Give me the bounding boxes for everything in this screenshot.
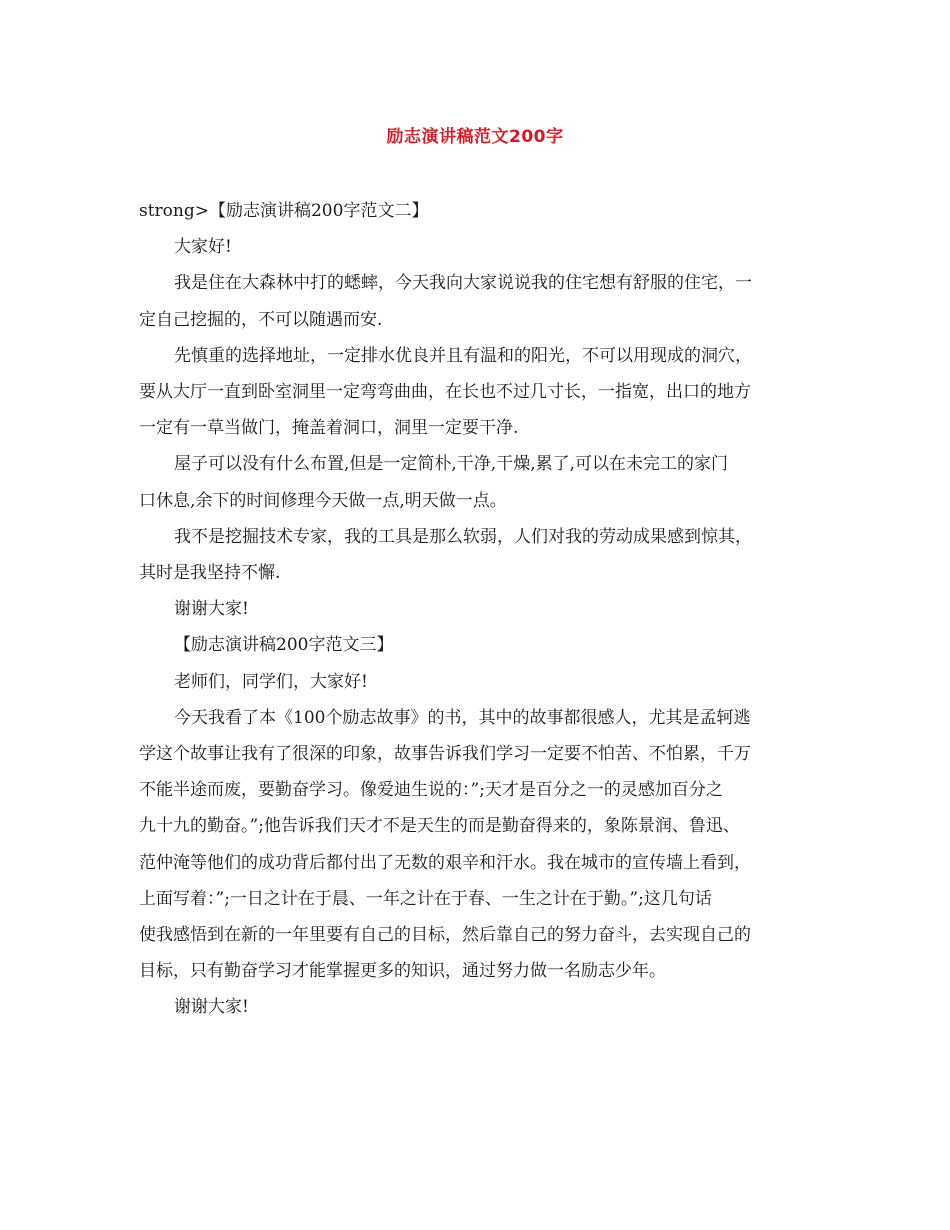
body-line: 范仲淹等他们的成功背后都付出了无数的艰辛和汗水。我在城市的宣传墙上看到， (139, 852, 751, 873)
body-line: strong>【励志演讲稿200字范文二】 (139, 201, 429, 221)
body-line: 我不是挖掘技术专家，我的工具是那么软弱，人们对我的劳动成果感到惊其， (174, 526, 752, 547)
body-line: 一定有一草当做门，掩盖着洞口，洞里一定要干净. (139, 418, 519, 439)
document-body (139, 193, 819, 1026)
body-line: 【励志演讲稿200字范文三】 (174, 635, 394, 656)
body-line: 学这个故事让我有了很深的印象，故事告诉我们学习一定要不怕苦、不怕累，千万 (139, 744, 751, 765)
body-line: 老师们，同学们，大家好! (174, 671, 368, 692)
body-line: 其时是我坚持不懈. (139, 563, 281, 584)
document-title: 励志演讲稿范文200字 (386, 127, 564, 147)
body-line: 口休息,余下的时间修理今天做一点,明天做一点。 (139, 490, 507, 511)
body-line: 九十九的勤奋。”;他告诉我们天才不是天生的而是勤奋得来的，象陈景润、鲁迅、 (139, 816, 740, 837)
body-line: 定自己挖掘的，不可以随遇而安. (139, 309, 383, 330)
body-line: 我是住在大森林中打的蟋蟀，今天我向大家说说我的住宅想有舒服的住宅，一 (174, 273, 752, 294)
body-line: 谢谢大家! (174, 997, 249, 1018)
body-line: 不能半途而废，要勤奋学习。像爱迪生说的：”;天才是百分之一的灵感加百分之 (139, 780, 723, 801)
body-line: 使我感悟到在新的一年里要有自己的目标，然后靠自己的努力奋斗，去实现自己的 (139, 925, 751, 946)
body-line: 上面写着：”;一日之计在于晨、一年之计在于春、一生之计在于勤。”;这几句话 (139, 888, 712, 909)
body-line: 谢谢大家! (174, 599, 249, 620)
body-line: 先慎重的选择地址，一定排水优良并且有温和的阳光，不可以用现成的洞穴， (174, 345, 752, 366)
body-line: 大家好! (174, 237, 232, 258)
body-line: 要从大厅一直到卧室洞里一定弯弯曲曲，在长也不过几寸长，一指宽，出口的地方 (139, 382, 751, 403)
body-line: 屋子可以没有什么布置,但是一定简朴,干净,干燥,累了,可以在未完工的家门 (174, 454, 729, 475)
body-line: 目标，只有勤奋学习才能掌握更多的知识，通过努力做一名励志少年。 (139, 961, 666, 982)
body-line: 今天我看了本《100个励志故事》的书，其中的故事都很感人，尤其是孟轲逃 (174, 707, 751, 728)
